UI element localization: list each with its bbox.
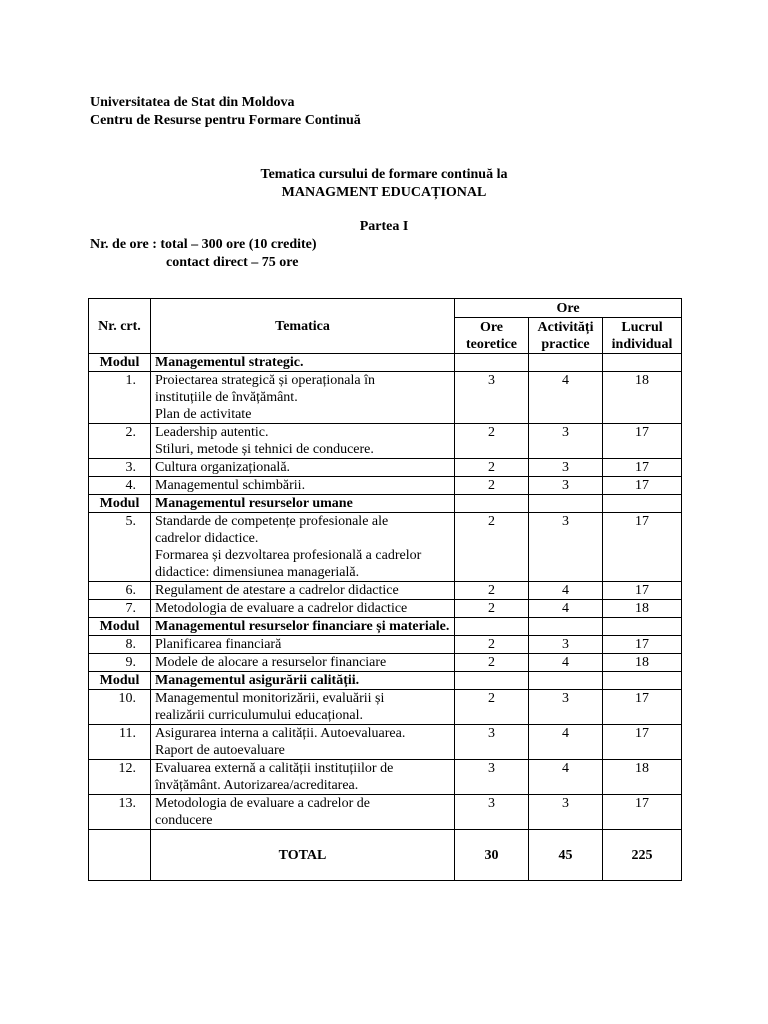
total-teoretice: 30: [455, 830, 529, 881]
hours-teoretice: 2: [455, 582, 529, 600]
row-topic: [151, 477, 455, 495]
row-number: 7.: [89, 600, 151, 618]
row-topic: [151, 725, 455, 760]
row-number: 11.: [89, 725, 151, 760]
topic-line: conducere: [155, 813, 213, 828]
module-label: Modul: [89, 354, 151, 372]
curriculum-table: [88, 298, 682, 881]
hours-teoretice: 2: [455, 477, 529, 495]
hours-practice: 3: [529, 636, 603, 654]
table-row: [89, 424, 682, 459]
hours-individual: 17: [603, 725, 682, 760]
topic-line: Asigurarea interna a calității. Autoevaluarea.: [155, 726, 406, 741]
part-heading: Partea I: [359, 219, 409, 234]
module-title: Managementul resurselor financiare și materiale.: [151, 618, 455, 636]
table-row: [89, 795, 682, 830]
row-number: 3.: [89, 459, 151, 477]
header-nr: Nr. crt.: [89, 299, 151, 354]
document-header: [90, 94, 361, 130]
topic-line: Cultura organizațională.: [155, 460, 291, 475]
topic-line: didactice: dimensiunea managerială.: [155, 565, 360, 580]
module-label: Modul: [89, 618, 151, 636]
row-number: 12.: [89, 760, 151, 795]
row-number: 4.: [89, 477, 151, 495]
table-body: [89, 354, 682, 881]
hours-teoretice: 2: [455, 600, 529, 618]
topic-line: cadrelor didactice.: [155, 531, 259, 546]
row-topic: [151, 459, 455, 477]
topic-line: Stiluri, metode și tehnici de conducere.: [155, 442, 374, 457]
row-number: 1.: [89, 372, 151, 424]
row-number: 5.: [89, 513, 151, 582]
row-number: 10.: [89, 690, 151, 725]
module-title: Managementul strategic.: [151, 354, 455, 372]
hours-individual: 18: [603, 654, 682, 672]
topic-line: realizării curriculumului educațional.: [155, 708, 363, 723]
hours-individual: 18: [603, 600, 682, 618]
empty-cell: [455, 618, 529, 636]
topic-line: Regulament de atestare a cadrelor didactice: [155, 583, 399, 598]
hours-individual: 17: [603, 459, 682, 477]
hours-teoretice: 3: [455, 795, 529, 830]
topic-line: Modele de alocare a resurselor financiare: [155, 655, 387, 670]
empty-cell: [603, 495, 682, 513]
module-label: Modul: [89, 672, 151, 690]
empty-cell: [603, 354, 682, 372]
table-row: [89, 582, 682, 600]
hours-teoretice: 2: [455, 459, 529, 477]
topic-line: instituțiile de învățământ.: [155, 390, 298, 405]
header-ore: Ore: [455, 299, 682, 318]
total-practice: 45: [529, 830, 603, 881]
hours-teoretice: 2: [455, 636, 529, 654]
hours-teoretice: 2: [455, 513, 529, 582]
hours-practice: 3: [529, 424, 603, 459]
hours-practice: 4: [529, 372, 603, 424]
hours-practice: 3: [529, 459, 603, 477]
hours-individual: 17: [603, 636, 682, 654]
hours-teoretice: 3: [455, 372, 529, 424]
module-label: Modul: [89, 495, 151, 513]
hours-practice: 4: [529, 760, 603, 795]
topic-line: Proiectarea strategică și operaționala în: [155, 373, 376, 388]
row-topic: [151, 795, 455, 830]
topic-line: învățământ. Autorizarea/acreditarea.: [155, 778, 359, 793]
row-number: 8.: [89, 636, 151, 654]
header-individual: Lucrul individual: [603, 318, 682, 354]
table-row: [89, 760, 682, 795]
row-topic: [151, 690, 455, 725]
topic-line: Standarde de competențe profesionale ale: [155, 514, 389, 529]
title-line-2: MANAGMENT EDUCAȚIONAL: [281, 185, 487, 200]
table-row: [89, 477, 682, 495]
header-practice: Activități practice: [529, 318, 603, 354]
hours-practice: 4: [529, 582, 603, 600]
empty-cell: [455, 354, 529, 372]
hours-individual: 17: [603, 795, 682, 830]
module-title: Managementul resurselor umane: [151, 495, 455, 513]
empty-cell: [529, 495, 603, 513]
row-topic: [151, 654, 455, 672]
university-name: Universitatea de Stat din Moldova: [90, 95, 295, 110]
topic-line: Formarea și dezvoltarea profesională a cadrelor: [155, 548, 422, 563]
empty-cell: [455, 495, 529, 513]
row-topic: [151, 636, 455, 654]
empty-cell: [603, 672, 682, 690]
total-row: [89, 830, 682, 881]
total-individual: 225: [603, 830, 682, 881]
hours-total: Nr. de ore : total – 300 ore (10 credite): [90, 237, 317, 252]
row-number: 9.: [89, 654, 151, 672]
hours-practice: 3: [529, 477, 603, 495]
empty-cell: [529, 618, 603, 636]
table-row: [89, 690, 682, 725]
topic-line: Raport de autoevaluare: [155, 743, 285, 758]
row-topic: [151, 372, 455, 424]
hours-practice: 3: [529, 513, 603, 582]
module-title: Managementul asigurării calității.: [151, 672, 455, 690]
topic-line: Evaluarea externă a calității instituțiilor de: [155, 761, 394, 776]
hours-practice: 4: [529, 654, 603, 672]
row-number: 13.: [89, 795, 151, 830]
header-tematica: Tematica: [151, 299, 455, 354]
row-topic: [151, 513, 455, 582]
hours-contact: contact direct – 75 ore: [166, 255, 299, 270]
hours-teoretice: 3: [455, 760, 529, 795]
table-row: [89, 600, 682, 618]
hours-individual: 17: [603, 690, 682, 725]
table-row: [89, 459, 682, 477]
empty-cell: [455, 672, 529, 690]
topic-line: Managementul schimbării.: [155, 478, 306, 493]
center-name: Centru de Resurse pentru Formare Continuă: [90, 113, 361, 128]
empty-cell: [529, 672, 603, 690]
row-number: 2.: [89, 424, 151, 459]
empty-cell: [89, 830, 151, 881]
table-row: [89, 725, 682, 760]
table-row: [89, 654, 682, 672]
topic-line: Metodologia de evaluare a cadrelor didactice: [155, 601, 408, 616]
hours-individual: 18: [603, 372, 682, 424]
hours-practice: 4: [529, 600, 603, 618]
total-label: TOTAL: [151, 830, 455, 881]
hours-individual: 17: [603, 513, 682, 582]
table-row: [89, 372, 682, 424]
topic-line: Managementul monitorizării, evaluării și: [155, 691, 385, 706]
hours-teoretice: 2: [455, 654, 529, 672]
hours-individual: 18: [603, 760, 682, 795]
table-row: [89, 513, 682, 582]
module-row: [89, 495, 682, 513]
hours-teoretice: 3: [455, 725, 529, 760]
hours-individual: 17: [603, 424, 682, 459]
hours-practice: 3: [529, 690, 603, 725]
topic-line: Metodologia de evaluare a cadrelor de: [155, 796, 370, 811]
table-row: [89, 636, 682, 654]
hours-teoretice: 2: [455, 424, 529, 459]
hours-practice: 3: [529, 795, 603, 830]
module-row: [89, 618, 682, 636]
module-row: [89, 354, 682, 372]
row-topic: [151, 600, 455, 618]
topic-line: Planificarea financiară: [155, 637, 282, 652]
hours-summary: [90, 236, 317, 272]
hours-teoretice: 2: [455, 690, 529, 725]
empty-cell: [603, 618, 682, 636]
title-line-1: Tematica cursului de formare continuă la: [260, 167, 508, 182]
course-title: [0, 166, 768, 202]
row-number: 6.: [89, 582, 151, 600]
empty-cell: [529, 354, 603, 372]
topic-line: Plan de activitate: [155, 407, 252, 422]
header-teoretice: Ore teoretice: [455, 318, 529, 354]
hours-individual: 17: [603, 582, 682, 600]
topic-line: Leadership autentic.: [155, 425, 269, 440]
row-topic: [151, 760, 455, 795]
hours-individual: 17: [603, 477, 682, 495]
row-topic: [151, 582, 455, 600]
module-row: [89, 672, 682, 690]
row-topic: [151, 424, 455, 459]
hours-practice: 4: [529, 725, 603, 760]
